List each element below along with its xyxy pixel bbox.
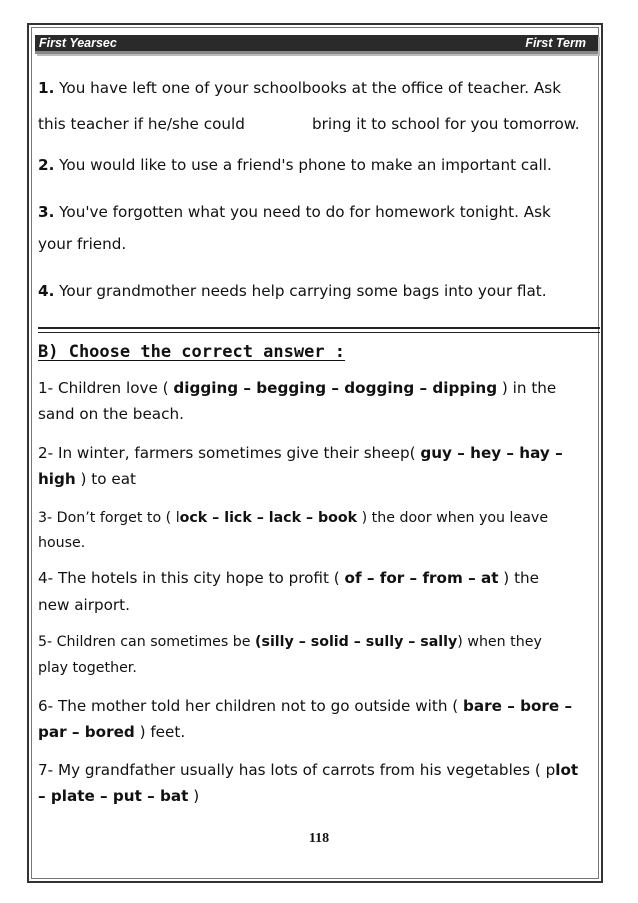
situation-text: this teacher if he/she could <box>38 115 245 133</box>
question-text: 3- Don’t forget to ( l <box>38 510 180 526</box>
question-options: par – bored <box>38 723 135 741</box>
question-6-line-1 <box>38 696 572 716</box>
question-6-line-2 <box>38 722 185 742</box>
situation-number: 3. <box>38 203 55 221</box>
question-3-line-1 <box>38 508 548 528</box>
question-text: ) when they <box>457 634 542 650</box>
situation-text: You have left one of your schoolbooks at the office of teacher. Ask <box>59 79 562 97</box>
question-options: guy – hey – hay – <box>420 444 563 462</box>
question-options: – plate – put – bat <box>38 787 189 805</box>
question-1-line-1 <box>38 378 556 398</box>
question-7-line-1 <box>38 760 578 780</box>
question-text: ) in the <box>497 379 557 397</box>
question-options: digging – begging – dogging – dipping <box>173 379 498 397</box>
situation-text: your friend. <box>38 235 127 253</box>
question-text: 5- Children can sometimes be <box>38 634 256 650</box>
question-3-line-2 <box>38 533 85 553</box>
question-text: 1- Children love ( <box>38 379 174 397</box>
situation-4 <box>38 281 547 301</box>
question-7-line-2 <box>38 786 199 806</box>
situation-text: You would like to use a friend's phone to make an important call. <box>59 156 552 174</box>
question-1-line-2 <box>38 404 184 424</box>
situation-number: 2. <box>38 156 55 174</box>
section-divider <box>38 327 600 333</box>
section-b-title: B) Choose the correct answer : <box>38 342 346 362</box>
question-text: new airport. <box>38 596 130 614</box>
header-bar <box>35 35 598 54</box>
question-text: play together. <box>38 660 137 676</box>
question-text: 6- The mother told her children not to go outside with ( <box>38 697 464 715</box>
situation-3-line-2 <box>38 234 126 254</box>
situation-text: bring it to school for you tomorrow. <box>312 115 580 133</box>
question-options: ock – lick – lack – book <box>179 510 358 526</box>
situation-3-line-1 <box>38 202 551 222</box>
situation-number: 4. <box>38 282 55 300</box>
question-options: lot <box>555 761 579 779</box>
header-left-text: First Yearsec <box>39 36 117 50</box>
question-5-line-2 <box>38 658 137 678</box>
question-options: bare – bore – <box>463 697 573 715</box>
page-number: 118 <box>308 831 330 846</box>
question-options: (silly – solid – sully – sally <box>255 634 458 650</box>
header-right-text: First Term <box>525 36 586 50</box>
question-5-line-1 <box>38 632 542 652</box>
situation-2 <box>38 155 552 175</box>
question-2-line-1 <box>38 443 563 463</box>
situation-text: Your grandmother needs help carrying some bags into your flat. <box>59 282 547 300</box>
question-text: ) <box>188 787 200 805</box>
question-text: ) to eat <box>75 470 136 488</box>
situation-1-line-2b <box>312 114 580 134</box>
question-text: sand on the beach. <box>38 405 184 423</box>
question-text: 7- My grandfather usually has lots of carrots from his vegetables ( p <box>38 761 556 779</box>
question-text: ) the door when you leave <box>357 510 549 526</box>
question-2-line-2 <box>38 469 136 489</box>
question-text: 4- The hotels in this city hope to profit ( <box>38 569 345 587</box>
question-text: ) the <box>498 569 539 587</box>
question-text: house. <box>38 535 86 551</box>
question-options: of – for – from – at <box>344 569 499 587</box>
question-4-line-2 <box>38 595 130 615</box>
situation-text: You've forgotten what you need to do for homework tonight. Ask <box>59 203 551 221</box>
question-4-line-1 <box>38 568 539 588</box>
situation-1-line-1 <box>38 78 561 98</box>
situation-number: 1. <box>38 79 55 97</box>
question-options: high <box>38 470 76 488</box>
question-text: 2- In winter, farmers sometimes give their sheep( <box>38 444 421 462</box>
situation-1-line-2 <box>38 114 245 134</box>
question-text: ) feet. <box>134 723 186 741</box>
